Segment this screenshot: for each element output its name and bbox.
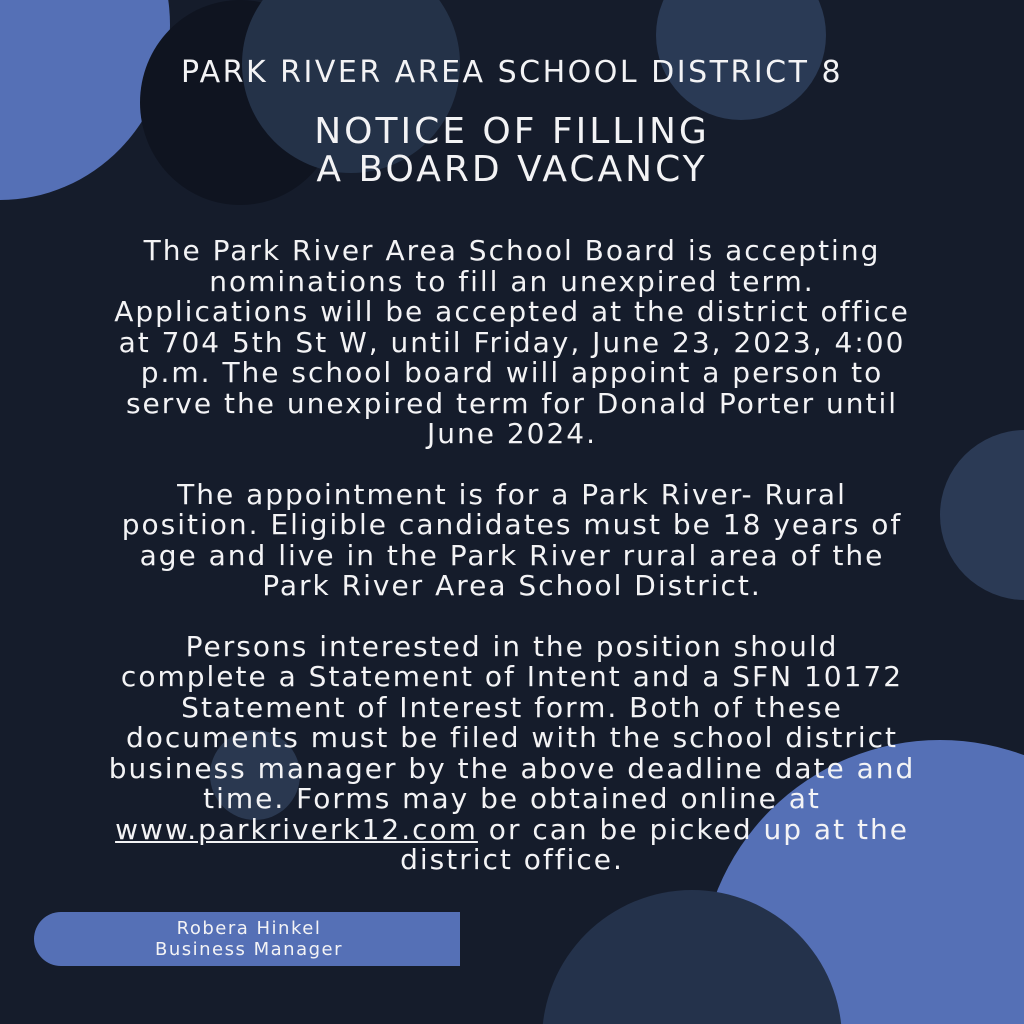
- website-link[interactable]: www.parkriverk12.com: [115, 812, 478, 846]
- body-line: serve the unexpired term for Donald Porter until: [125, 386, 899, 420]
- notice-title-line: A BOARD VACANCY: [316, 149, 708, 190]
- paragraph-eligibility: [0, 477, 1024, 602]
- body-line: nominations to fill an unexpired term.: [209, 264, 815, 298]
- body-line: at 704 5th St W, until Friday, June 23, 2023, 4:00: [118, 325, 906, 359]
- paragraph-instructions: [0, 629, 1024, 876]
- body-line: complete a Statement of Intent and a SFN 10172: [120, 660, 904, 693]
- notice-body: [0, 236, 1024, 876]
- signer-title: Business Manager: [155, 939, 343, 960]
- body-line: Statement of Interest form. Both of these: [181, 690, 843, 724]
- signer-name: Robera Hinkel: [176, 918, 322, 939]
- body-line: district office.: [400, 843, 624, 876]
- body-line: June 2024.: [426, 417, 598, 450]
- notice-title-line: NOTICE OF FILLING: [314, 111, 710, 152]
- body-line: Persons interested in the position should: [185, 629, 839, 663]
- body-line: age and live in the Park River rural area of the: [139, 538, 885, 572]
- body-line: [0, 812, 1024, 846]
- body-line: Applications will be accepted at the district office: [114, 295, 910, 328]
- paragraph-nominations: [0, 236, 1024, 450]
- body-line: The appointment is for a Park River- Rural: [177, 477, 847, 511]
- body-line: position. Eligible candidates must be 18 years of: [121, 508, 903, 541]
- district-title: PARK RIVER AREA SCHOOL DISTRICT 8: [180, 55, 844, 90]
- body-line: Park River Area School District.: [262, 569, 762, 602]
- body-line: p.m. The school board will appoint a person to: [140, 356, 884, 389]
- body-line: documents must be filed with the school district: [125, 721, 899, 754]
- notice-title: [0, 113, 1024, 189]
- body-line-tail: or can be picked up at the: [477, 812, 909, 846]
- body-line: The Park River Area School Board is accepting: [143, 234, 881, 267]
- body-line: time. Forms may be obtained online at: [203, 782, 821, 815]
- body-line: business manager by the above deadline date and: [108, 751, 916, 785]
